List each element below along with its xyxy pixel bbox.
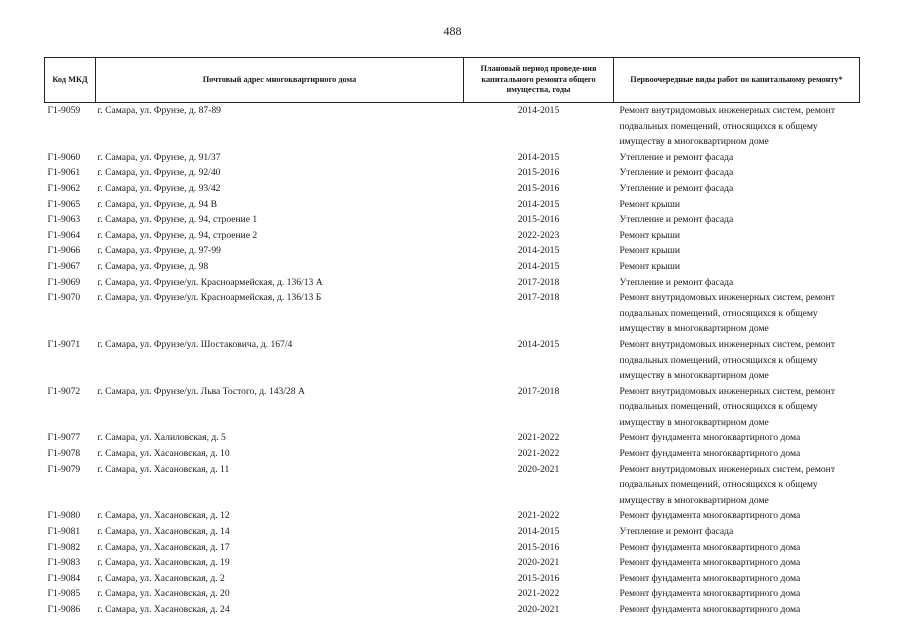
cell-code: Г1-9061 — [47, 167, 81, 179]
cell-period: 2017-2018 — [517, 292, 560, 304]
table-row — [45, 508, 860, 524]
cell-address: г. Самара, ул. Фрунзе, д. 97-99 — [97, 245, 221, 257]
cell-address: г. Самара, ул. Хасановская, д. 24 — [97, 604, 230, 615]
cell-code: Г1-9060 — [47, 151, 81, 163]
cell-works: Ремонт внутридомовых инженерных систем, ремонт подвальных помещений, относящихся к общему имуществу в многоквартирном доме — [619, 292, 836, 335]
cell-address: г. Самара, ул. Хасановская, д. 2 — [97, 572, 225, 584]
cell-period: 2020-2021 — [517, 557, 560, 569]
cell-address: г. Самара, ул. Фрунзе/ул. Шостаковича, д. 167/4 — [97, 338, 293, 350]
cell-code: Г1-9086 — [47, 604, 81, 615]
table-row — [45, 430, 860, 446]
cell-period: 2014-2015 — [517, 260, 560, 272]
cell-works: Ремонт крыши — [619, 229, 680, 241]
table-row — [45, 524, 860, 540]
table-row — [45, 275, 860, 291]
cell-period: 2021-2022 — [517, 588, 560, 600]
cell-code: Г1-9078 — [47, 448, 81, 460]
table-row — [45, 462, 860, 509]
header-code: Код МКД — [45, 58, 96, 103]
table-row — [45, 103, 860, 150]
cell-code: Г1-9065 — [47, 198, 81, 210]
cell-period: 2015-2016 — [517, 182, 560, 194]
cell-address: г. Самара, ул. Фрунзе, д. 87-89 — [97, 105, 221, 116]
cell-code: Г1-9077 — [47, 432, 81, 444]
cell-address: г. Самара, ул. Хасановская, д. 10 — [97, 448, 230, 460]
header-period: Плановый период проведе-ния капитального ремонта общего имущества, годы — [464, 58, 614, 103]
cell-code: Г1-9070 — [47, 292, 81, 304]
cell-period: 2014-2015 — [517, 526, 560, 538]
cell-address: г. Самара, ул. Фрунзе, д. 91/37 — [97, 151, 221, 163]
cell-works: Ремонт крыши — [619, 260, 680, 272]
cell-address: г. Самара, ул. Фрунзе, д. 94, строение 2 — [97, 229, 258, 241]
table-row — [45, 165, 860, 181]
cell-code: Г1-9081 — [47, 526, 81, 538]
cell-code: Г1-9071 — [47, 338, 81, 350]
table-row — [45, 228, 860, 244]
table-row — [45, 540, 860, 556]
cell-address: г. Самара, ул. Фрунзе/ул. Льва Тостого, д. 143/28 А — [97, 385, 305, 397]
cell-code: Г1-9083 — [47, 557, 81, 569]
cell-address: г. Самара, ул. Халиловская, д. 5 — [97, 432, 226, 444]
cell-code: Г1-9063 — [47, 214, 81, 226]
header-address: Почтовый адрес многоквартирного дома — [96, 58, 464, 103]
cell-code: Г1-9079 — [47, 463, 81, 475]
cell-period: 2015-2016 — [517, 541, 560, 553]
cell-works: Ремонт фундамента многоквартирного дома — [619, 604, 801, 615]
cell-period: 2014-2015 — [517, 245, 560, 257]
table-header — [45, 58, 860, 103]
cell-period: 2022-2023 — [517, 229, 560, 241]
cell-code: Г1-9085 — [47, 588, 81, 600]
cell-works: Утепление и ремонт фасада — [619, 182, 734, 194]
cell-address: г. Самара, ул. Фрунзе, д. 94 В — [97, 198, 217, 210]
cell-works: Ремонт крыши — [619, 245, 680, 257]
cell-works: Ремонт фундамента многоквартирного дома — [619, 448, 801, 460]
cell-works: Ремонт фундамента многоквартирного дома — [619, 572, 801, 584]
cell-code: Г1-9062 — [47, 182, 81, 194]
cell-works: Ремонт внутридомовых инженерных систем, ремонт подвальных помещений, относящихся к общему имуществу в многоквартирном доме — [619, 463, 836, 506]
cell-address: г. Самара, ул. Фрунзе, д. 92/40 — [97, 167, 221, 179]
cell-address: г. Самара, ул. Хасановская, д. 19 — [97, 557, 230, 569]
table-row — [45, 384, 860, 431]
cell-works: Утепление и ремонт фасада — [619, 167, 734, 179]
cell-period: 2014-2015 — [517, 105, 560, 116]
cell-period: 2020-2021 — [517, 463, 560, 475]
cell-works: Ремонт внутридомовых инженерных систем, ремонт подвальных помещений, относящихся к общему имуществу в многоквартирном доме — [619, 338, 836, 382]
cell-address: г. Самара, ул. Хасановская, д. 20 — [97, 588, 230, 600]
cell-address: г. Самара, ул. Хасановская, д. 17 — [97, 541, 230, 553]
table-row — [45, 571, 860, 587]
table-row — [45, 586, 860, 602]
cell-period: 2017-2018 — [517, 276, 560, 288]
table-row — [45, 259, 860, 275]
cell-address: г. Самара, ул. Хасановская, д. 12 — [97, 510, 230, 522]
cell-works: Утепление и ремонт фасада — [619, 151, 734, 163]
table-row — [45, 243, 860, 259]
table-row — [45, 555, 860, 571]
cell-code: Г1-9082 — [47, 541, 81, 553]
cell-works: Ремонт фундамента многоквартирного дома — [619, 541, 801, 553]
cell-code: Г1-9072 — [47, 385, 81, 397]
page-number: 488 — [443, 24, 462, 38]
cell-period: 2015-2016 — [517, 167, 560, 179]
cell-code: Г1-9067 — [47, 260, 81, 272]
cell-code: Г1-9066 — [47, 245, 81, 257]
cell-period: 2014-2015 — [517, 198, 560, 210]
cell-period: 2021-2022 — [517, 432, 560, 444]
cell-address: г. Самара, ул. Фрунзе, д. 94, строение 1 — [97, 214, 258, 226]
cell-period: 2017-2018 — [517, 385, 560, 397]
cell-works: Утепление и ремонт фасада — [619, 276, 734, 288]
table-row — [45, 181, 860, 197]
table-row — [45, 337, 860, 384]
cell-address: г. Самара, ул. Фрунзе, д. 93/42 — [97, 182, 221, 194]
cell-period: 2021-2022 — [517, 448, 560, 460]
table-row — [45, 290, 860, 337]
header-row — [45, 58, 860, 103]
cell-works: Ремонт фундамента многоквартирного дома — [619, 510, 801, 522]
cell-works: Ремонт внутридомовых инженерных систем, ремонт подвальных помещений, относящихся к общему имуществу в многоквартирном доме — [619, 385, 836, 428]
cell-works: Утепление и ремонт фасада — [619, 526, 734, 538]
cell-address: г. Самара, ул. Фрунзе, д. 98 — [97, 260, 209, 272]
cell-code: Г1-9059 — [47, 105, 81, 116]
cell-works: Ремонт фундамента многоквартирного дома — [619, 588, 801, 600]
table-row — [45, 602, 860, 618]
cell-code: Г1-9064 — [47, 229, 81, 241]
cell-works: Ремонт фундамента многоквартирного дома — [619, 432, 801, 444]
table-body — [45, 103, 860, 618]
table-row — [45, 212, 860, 228]
cell-period: 2020-2021 — [517, 604, 560, 615]
cell-address: г. Самара, ул. Фрунзе/ул. Красноармейская, д. 136/13 Б — [97, 292, 322, 304]
cell-period: 2015-2016 — [517, 214, 560, 226]
repair-schedule-table — [44, 57, 860, 618]
cell-period: 2015-2016 — [517, 572, 560, 584]
table-row — [45, 150, 860, 166]
cell-address: г. Самара, ул. Фрунзе/ул. Красноармейская, д. 136/13 А — [97, 276, 323, 288]
cell-period: 2014-2015 — [517, 151, 560, 163]
header-works: Первоочередные виды работ по капитальному ремонту* — [614, 58, 860, 103]
cell-works: Ремонт фундамента многоквартирного дома — [619, 557, 801, 569]
cell-address: г. Самара, ул. Хасановская, д. 14 — [97, 526, 230, 538]
cell-address: г. Самара, ул. Хасановская, д. 11 — [97, 463, 230, 475]
cell-code: Г1-9069 — [47, 276, 81, 288]
cell-period: 2021-2022 — [517, 510, 560, 522]
cell-code: Г1-9084 — [47, 572, 81, 584]
table-row — [45, 446, 860, 462]
cell-code: Г1-9080 — [47, 510, 81, 522]
cell-works: Ремонт внутридомовых инженерных систем, ремонт подвальных помещений, относящихся к общему имуществу в многоквартирном доме — [619, 105, 836, 148]
cell-works: Ремонт крыши — [619, 198, 680, 210]
cell-period: 2014-2015 — [517, 338, 560, 350]
table-row — [45, 197, 860, 213]
cell-works: Утепление и ремонт фасада — [619, 214, 734, 226]
